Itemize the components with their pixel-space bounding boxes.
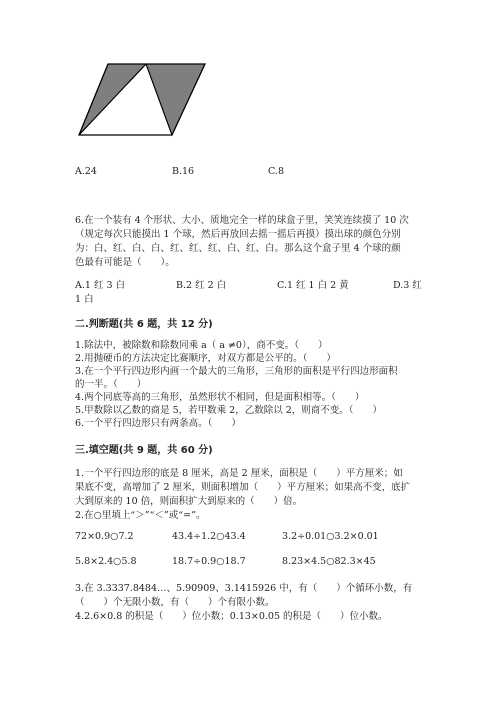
fill-q3-line-2: （ ）个无限小数，有（ ）个有限小数。 (75, 597, 275, 608)
section3-title: 三.填空题(共 9 题，共 60 分) (75, 445, 213, 456)
q6-option-c: C.1 红 1 白 2 黄 (277, 280, 349, 291)
section2-title: 二.判断题(共 6 题，共 12 分) (75, 319, 213, 330)
q6-line-3: 为：白、红、白、白、红、红、红、白、红、白。那么这个盒子里 4 个球的颜 (75, 243, 401, 254)
judge-item-4: 4.两个同底等高的三角形，虽然形状不相同，但是面积相等。（ ） (75, 392, 365, 403)
compare-4: 5.8×2.4○5.8 (75, 556, 137, 567)
q6-option-a: A.1 红 3 白 (75, 280, 126, 291)
compare-3: 3.2÷0.01○3.2×0.01 (282, 531, 379, 542)
judge-item-2: 2.用抛硬币的方法决定比赛顺序，对双方都是公平的。（ ） (75, 353, 336, 364)
q5-option-c: C.8 (268, 166, 284, 177)
fill-q1-line-1: 1.一个平行四边形的底是 8 厘米，高是 2 厘米，面积是（ ）平方厘米；如 (75, 468, 403, 479)
fill-q2: 2.在○里填上“＞”“＜”或“=”。 (75, 510, 206, 521)
parallelogram-figure (0, 0, 500, 140)
fill-q4: 4.2.6×0.8 的积是（ ）位小数；0.13×0.05 的积是（ ）位小数。 (75, 611, 388, 622)
judge-item-3-cont: 的一半。（ ） (75, 379, 147, 390)
q5-option-b: B.16 (172, 166, 195, 177)
q5-option-a: A.24 (75, 166, 97, 177)
compare-1: 72×0.9○7.2 (75, 531, 134, 542)
fill-q1-line-2: 果底不变，高增加了 2 厘米，则面积增加（ ）平方厘米；如果高不变，底扩 (75, 482, 411, 493)
compare-6: 8.23×4.5○82.3×45 (282, 556, 376, 567)
judge-item-1: 1.除法中，被除数和除数同乘 a（ a ≠0），商不变。（ ） (75, 340, 328, 351)
judge-item-3: 3.在一个平行四边形内画一个最大的三角形，三角形的面积是平行四边形面积 (75, 366, 398, 377)
judge-item-5: 5.甲数除以乙数的商是 5，若甲数乘 2，乙数除以 2，则商不变。（ ） (75, 405, 383, 416)
q6-option-d: D.3 红 (393, 280, 422, 291)
shaded-triangle-right (146, 64, 205, 135)
compare-5: 18.7÷0.9○18.7 (172, 556, 246, 567)
q6-line-4: 色最有可能是（ ）。 (75, 257, 175, 268)
q6-line-2: （规定每次只能摸出 1 个球，然后再放回去摇一摇后再摸）摸出球的颜色分别 (75, 229, 401, 240)
q6-option-b: B.2 红 2 白 (176, 280, 227, 291)
q6-line-1: 6.在一个装有 4 个形状、大小、质地完全一样的球盒子里，笑笑连续摸了 10 次 (75, 215, 409, 226)
compare-2: 43.4÷1.2○43.4 (172, 531, 246, 542)
fill-q3-line-1: 3.在 3.3337.8484…、5.90909、3.1415926 中，有（ ）个循环小数，有 (75, 583, 413, 594)
fill-q1-line-3: 大到原来的 10 倍，则面积扩大到原来的（ ）倍。 (75, 496, 303, 507)
q6-option-d-cont: 1 白 (75, 294, 94, 305)
judge-item-6: 6.一个平行四边形只有两条高。（ ） (75, 418, 241, 429)
